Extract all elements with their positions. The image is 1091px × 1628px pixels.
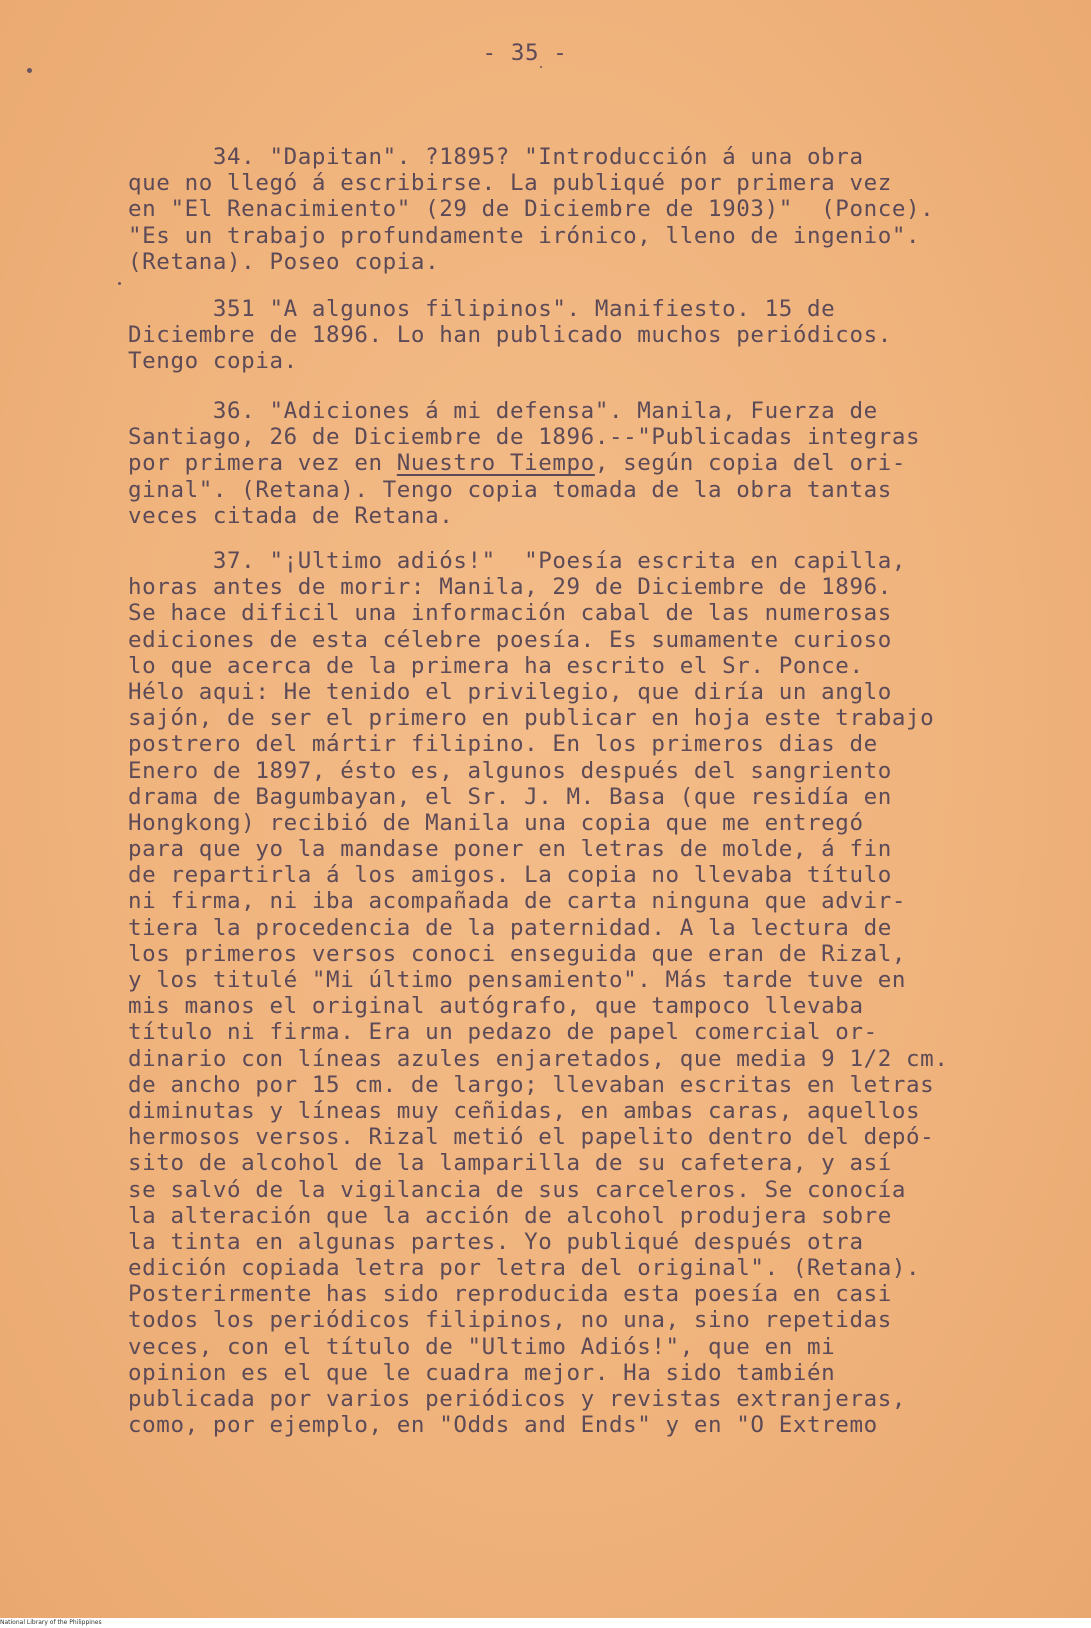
text-line: "Es un trabajo profundamente irónico, lleno de ingenio". (128, 222, 921, 249)
text-line: lo que acerca de la primera ha escrito el Sr. Ponce. (128, 652, 864, 679)
entry-37 (128, 548, 948, 1438)
ink-speck (540, 66, 542, 68)
text-line: (Retana). Poseo copia. (128, 248, 440, 275)
text-line: Hongkong) recibió de Manila una copia que me entregó (128, 809, 864, 836)
entry-35 (128, 296, 892, 375)
text-line: Se hace dificil una información cabal de las numerosas (128, 600, 892, 627)
text-line: Tengo copia. (128, 348, 298, 375)
archive-credit: National Library of the Philippines (0, 1619, 102, 1626)
text-line: y los titulé "Mi último pensamiento". Más tarde tuve en (128, 967, 907, 993)
text-line: ginal". (Retana). Tengo copia tomada de la obra tantas (128, 476, 892, 503)
text-line: para que yo la mandase poner en letras de molde, á fin (128, 836, 892, 863)
periodical-title: Nuestro Tiempo (396, 450, 595, 477)
text-line: publicada por varios periódicos y revistas extranjeras, (128, 1386, 907, 1412)
text-line: Hélo aqui: He tenido el privilegio, que diría un anglo (128, 678, 892, 705)
text-line: que no llegó á escribirse. La publiqué por primera vez (128, 170, 892, 197)
text-line: los primeros versos conoci enseguida que eran de Rizal, (128, 940, 907, 967)
text-line: Posterirmente has sido reproducida esta poesía en casi (128, 1281, 892, 1308)
text-line: 36. "Adiciones á mi defensa". Manila, Fuerza de (128, 398, 878, 424)
text-line: Enero de 1897, ésto es, algunos después del sangriento (128, 757, 892, 784)
text-line: en "El Renacimiento" (29 de Diciembre de 1903)" (Ponce). (128, 196, 935, 223)
text-line: diminutas y líneas muy ceñidas, en ambas caras, aquellos (128, 1097, 921, 1124)
text-line: hermosos versos. Rizal metió el papelito dentro del depó- (128, 1124, 935, 1151)
text-line: postrero del mártir filipino. En los primeros dias de (128, 731, 878, 758)
text-line: como, por ejemplo, en "Odds and Ends" y en "O Extremo (128, 1412, 878, 1439)
page-number: - 35 - (482, 40, 568, 66)
text-line: dinario con líneas azules enjaretados, que media 9 1/2 cm. (128, 1045, 949, 1072)
text-line: 34. "Dapitan". ?1895? "Introducción á una obra (128, 144, 864, 170)
text-line: de ancho por 15 cm. de largo; llevaban escritas en letras (128, 1071, 935, 1098)
text-line: drama de Bagumbayan, el Sr. J. M. Basa (que residía en (128, 783, 892, 810)
text-line: ediciones de esta célebre poesía. Es sumamente curioso (128, 626, 892, 653)
text-line-with-underlined-title: por primera vez en Nuestro Tiempo, según copia del ori- (128, 450, 907, 477)
text-line: 351 "A algunos filipinos". Manifiesto. 15 de (128, 296, 836, 322)
text-line: Santiago, 26 de Diciembre de 1896.--"Publicadas integras (128, 424, 921, 451)
ink-speck (27, 68, 32, 73)
text-line: sito de alcohol de la lamparilla de su cafetera, y así (128, 1150, 892, 1177)
text-line: opinion es el que le cuadra mejor. Ha sido también (128, 1359, 836, 1386)
text-line: veces citada de Retana. (128, 502, 454, 529)
text-line: Diciembre de 1896. Lo han publicado muchos periódicos. (128, 322, 892, 349)
text-line: horas antes de morir: Manila, 29 de Diciembre de 1896. (128, 574, 892, 601)
text-line: edición copiada letra por letra del original". (Retana). (128, 1255, 921, 1282)
text-line: 37. "¡Ultimo adiós!" "Poesía escrita en capilla, (128, 548, 907, 574)
text-line: la tinta en algunas partes. Yo publiqué después otra (128, 1228, 864, 1255)
text-line: título ni firma. Era un pedazo de papel comercial or- (128, 1019, 878, 1046)
entry-36 (128, 398, 920, 529)
text-line: la alteración que la acción de alcohol produjera sobre (128, 1202, 892, 1229)
text-line: sajón, de ser el primero en publicar en hoja este trabajo (128, 705, 935, 732)
text-line: veces, con el título de "Ultimo Adiós!", que en mi (128, 1333, 836, 1360)
entry-34 (128, 144, 934, 275)
text-line: mis manos el original autógrafo, que tampoco llevaba (128, 993, 864, 1020)
text-line: se salvó de la vigilancia de sus carceleros. Se conocía (128, 1176, 907, 1203)
text-line: todos los periódicos filipinos, no una, sino repetidas (128, 1307, 892, 1334)
text-line: tiera la procedencia de la paternidad. A la lectura de (128, 914, 892, 941)
text-line: de repartirla á los amigos. La copia no llevaba título (128, 862, 892, 889)
ink-speck (118, 282, 121, 285)
text-line: ni firma, ni iba acompañada de carta ninguna que advir- (128, 888, 907, 915)
